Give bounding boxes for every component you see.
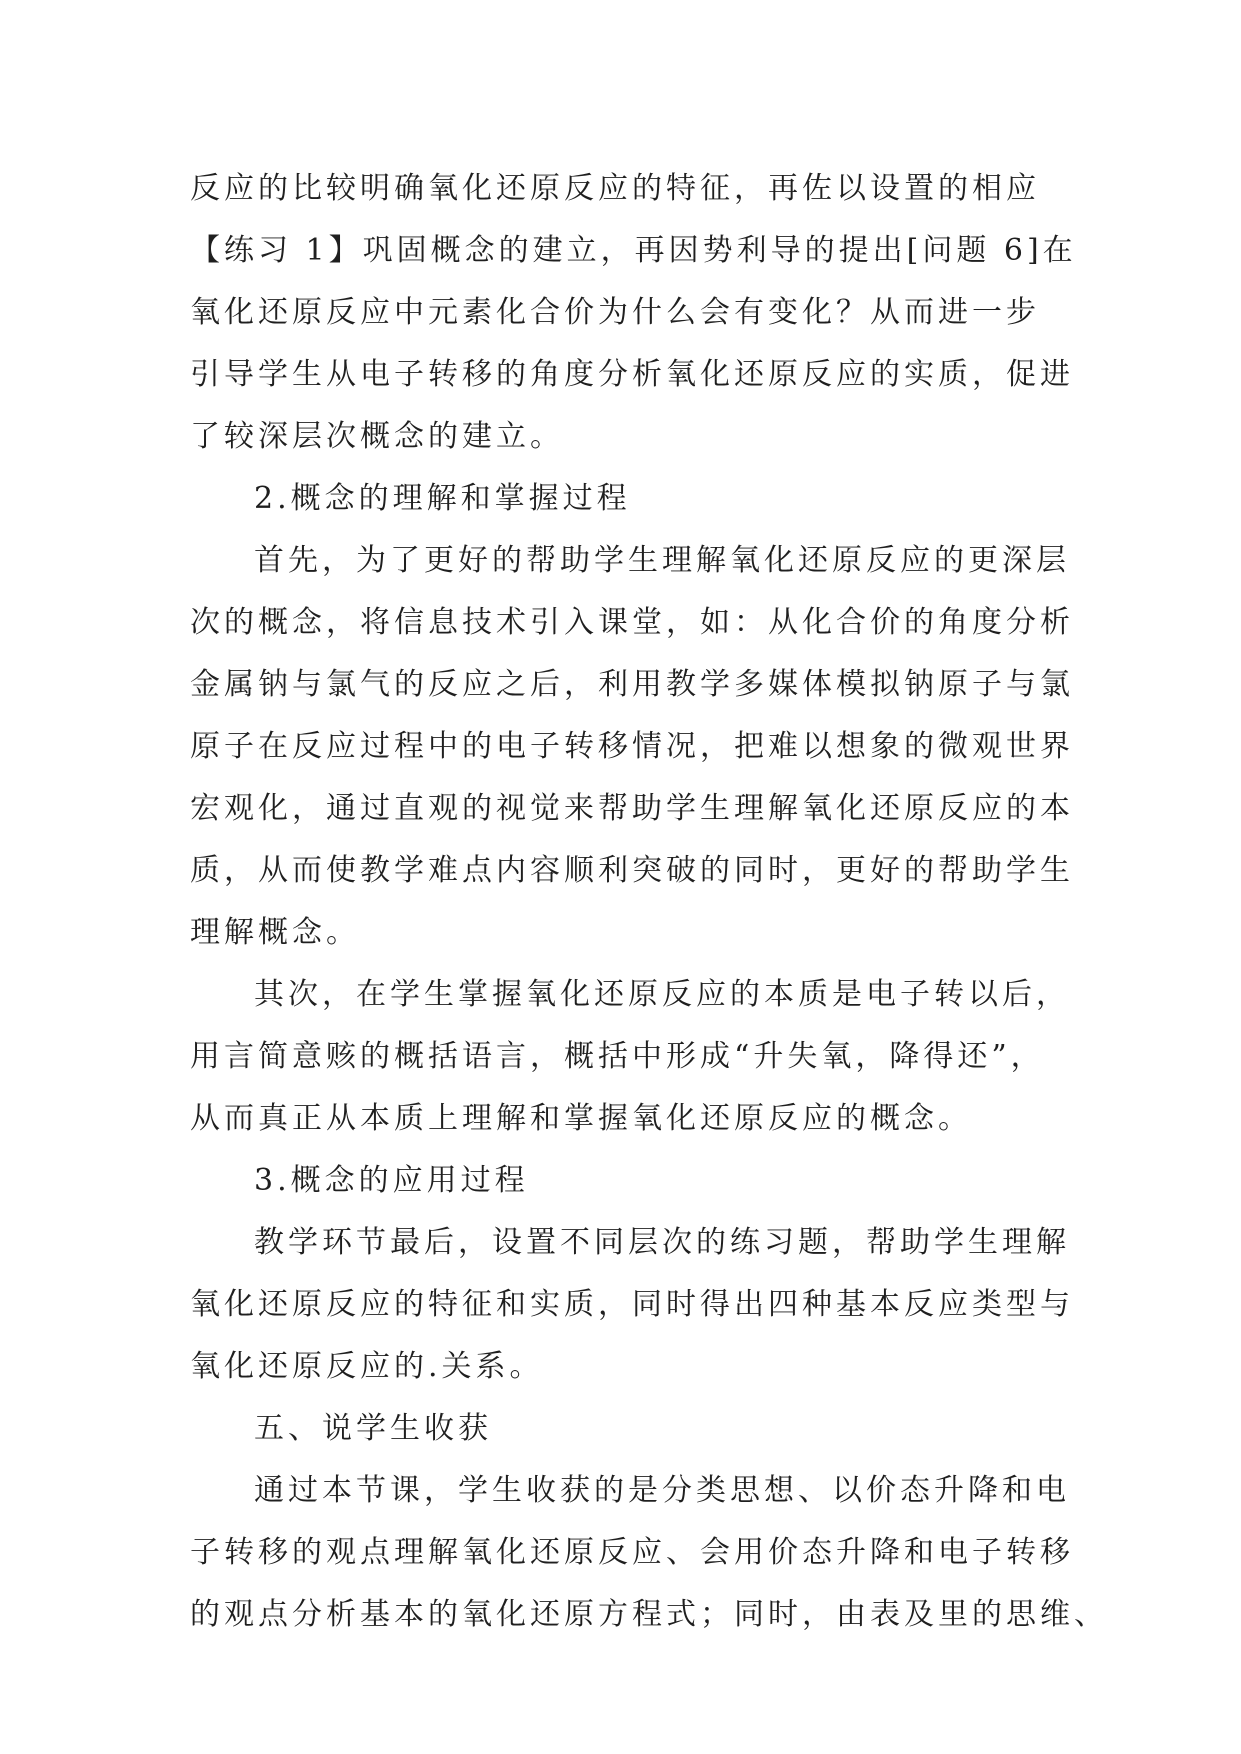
text-line: 【练习 1】巩固概念的建立，再因势利导的提出[问题 6]在 [190,233,1077,268]
text-line: 氧化还原反应的特征和实质，同时得出四种基本反应类型与 [190,1287,1074,1322]
text-line: 用言简意赅的概括语言，概括中形成“升失氧，降得还”， [190,1039,1045,1074]
paragraph-start: 首先，为了更好的帮助学生理解氧化还原反应的更深层 [254,543,1070,578]
text-line: 引导学生从电子转移的角度分析氧化还原反应的实质，促进 [190,357,1074,392]
text-line: 次的概念，将信息技术引入课堂，如：从化合价的角度分析 [190,605,1074,640]
text-line: 质，从而使教学难点内容顺利突破的同时，更好的帮助学生 [190,853,1074,888]
text-line: 宏观化，通过直观的视觉来帮助学生理解氧化还原反应的本 [190,791,1074,826]
text-line: 氧化还原反应的.关系。 [190,1349,544,1384]
text-line: 的观点分析基本的氧化还原方程式；同时，由表及里的思维、 [190,1597,1108,1632]
text-line: 反应的比较明确氧化还原反应的特征，再佐以设置的相应 [190,171,1040,206]
text-line: 金属钠与氯气的反应之后，利用教学多媒体模拟钠原子与氯 [190,667,1074,702]
text-line: 子转移的观点理解氧化还原反应、会用价态升降和电子转移 [190,1535,1074,1570]
section-heading: 3.概念的应用过程 [254,1163,529,1198]
text-line: 原子在反应过程中的电子转移情况，把难以想象的微观世界 [190,729,1074,764]
text-line: 从而真正从本质上理解和掌握氧化还原反应的概念。 [190,1101,972,1136]
paragraph-start: 通过本节课，学生收获的是分类思想、以价态升降和电 [254,1473,1070,1508]
paragraph-start: 其次，在学生掌握氧化还原反应的本质是电子转以后， [254,977,1070,1012]
text-line: 了较深层次概念的建立。 [190,419,564,454]
section-heading: 五、说学生收获 [254,1411,492,1446]
text-line: 理解概念。 [190,915,360,950]
paragraph-start: 教学环节最后，设置不同层次的练习题，帮助学生理解 [254,1225,1070,1260]
document-body [190,158,1108,1646]
text-line: 氧化还原反应中元素化合价为什么会有变化？从而进一步 [190,295,1040,330]
section-heading: 2.概念的理解和掌握过程 [254,481,631,516]
